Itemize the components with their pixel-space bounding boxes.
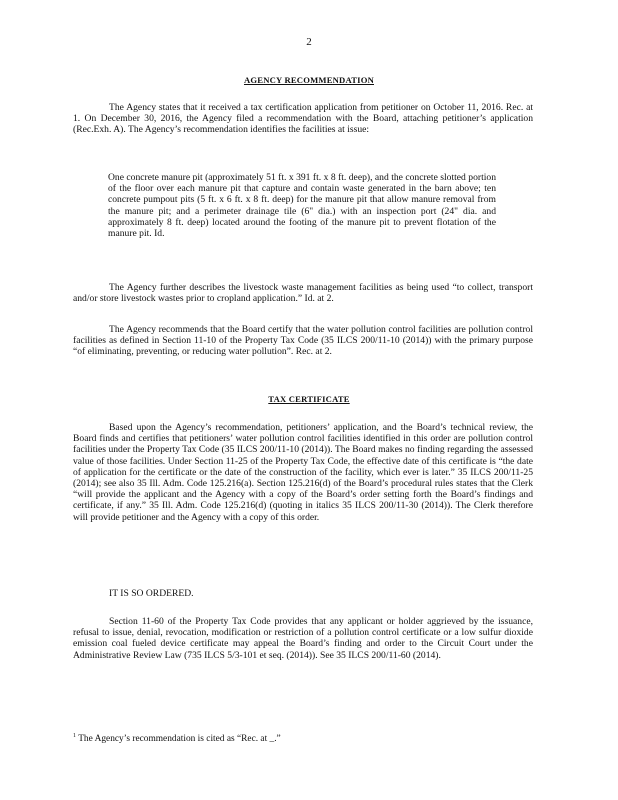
agency-paragraph-2: The Agency further describes the livestock waste management facilities as being used “to collect, transport and/or store livestock wastes prior to cropland application.” Id. at 2. [73, 282, 533, 305]
footnote-marker: 1 [73, 733, 76, 739]
footnote [73, 733, 533, 744]
ordered-statement: IT IS SO ORDERED. [109, 588, 194, 599]
facility-block-quote: One concrete manure pit (approximately 51 ft. x 391 ft. x 8 ft. deep), and the concrete slotted portion of the floor over each manure pit that capture and contain waste generated in the barn above; ten concrete pumpout pits (5 ft. x 6 ft. x 8 ft. deep) for the manure pit that allow manure removal from the manure pit; and a perimeter drainage tile (6" dia.) with an inspection port (24" dia. and approximately 8 ft. deep) located around the footing of the manure pit to prevent flotation of the manure pit. Id. [108, 172, 496, 240]
section-heading-tax-certificate: TAX CERTIFICATE [268, 394, 350, 404]
section-heading-agency-recommendation: AGENCY RECOMMENDATION [243, 75, 374, 85]
appeal-paragraph: Section 11-60 of the Property Tax Code provides that any applicant or holder aggrieved by the issuance, refusal to issue, denial, revocation, modification or restriction of a pollution control certificate or a low sulfur dioxide emission coal fueled device certificate may appeal the Board’s finding and order to the Circuit Court under the Administrative Review Law (735 ILCS 5/3-101 et seq. (2014)). See 35 ILCS 200/11-60 (2014). [73, 616, 533, 661]
page-number: 2 [306, 36, 312, 48]
footnote-text: The Agency’s recommendation is cited as “Rec. at _.” [78, 734, 281, 745]
certificate-paragraph-1: Based upon the Agency’s recommendation, petitioners’ application, and the Board’s technical review, the Board finds and certifies that petitioners’ water pollution control facilities identified in this order are pollution control facilities under the Property Tax Code (35 ILCS 200/11-10 (2014)). The Board makes no finding regarding the assessed value of those facilities. Under Section 11-25 of the Property Tax Code, the effective date of this certificate is “the date of application for the certificate or the date of the construction of the facility, which ever is later.” 35 ILCS 200/11-25 (2014); see also 35 Ill. Adm. Code 125.216(a). Section 125.216(d) of the Board’s procedural rules states that the Clerk “will provide the applicant and the Agency with a copy of the Board’s order setting forth the Board’s findings and certificate, if any.” 35 Ill. Adm. Code 125.216(d) (quoting in italics 35 ILCS 200/11-30 (2014)). The Clerk therefore will provide petitioner and the Agency with a copy of this order. [73, 422, 533, 523]
agency-paragraph-1: The Agency states that it received a tax certification application from petitioner on October 11, 2016. Rec. at 1. On December 30, 2016, the Agency filed a recommendation with the Board, attaching petitioner’s application (Rec.Exh. A). The Agency’s recommendation identifies the facilities at issue: [73, 102, 533, 136]
agency-paragraph-3: The Agency recommends that the Board certify that the water pollution control facilities are pollution control facilities as defined in Section 11-10 of the Property Tax Code (35 ILCS 200/11-10 (2014)) with the primary purpose “of eliminating, preventing, or reducing water pollution”. Rec. at 2. [73, 324, 533, 358]
